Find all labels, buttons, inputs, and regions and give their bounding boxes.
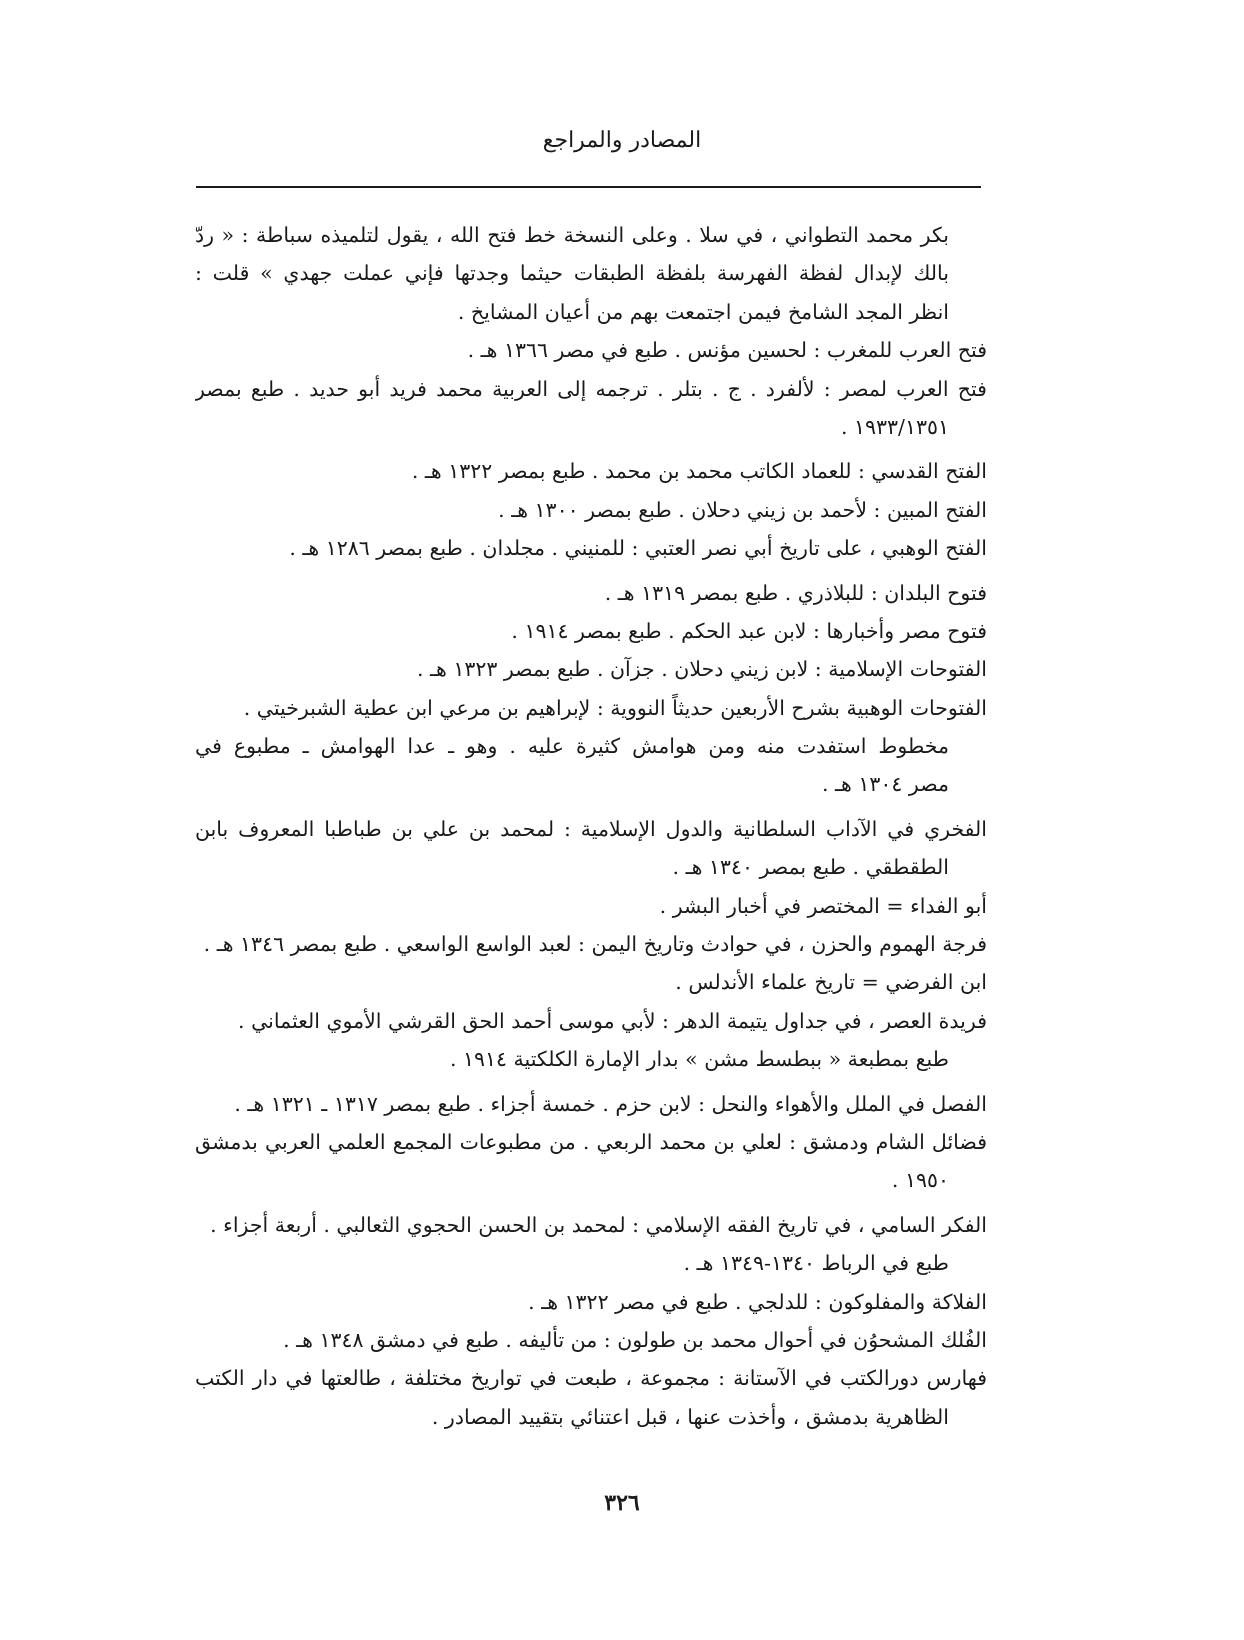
bibliography-line: الظاهرية بدمشق ، وأخذت عنها ، قبل اعتنائي بتقييد المصادر . — [431, 1404, 949, 1429]
bibliography-line: فتح العرب لمصر : لألفرد . ج . بتلر . ترجمه إلى العربية محمد فريد أبو حديد . طبع بمصر — [195, 376, 987, 401]
bibliography-line: الفتوحات الوهبية بشرح الأربعين حديثاً النووية : لإبراهيم بن مرعي ابن عطية الشبرخيتي . — [243, 695, 987, 720]
bibliography-line: مصر ١٣٠٤ هـ . — [821, 772, 949, 797]
bibliography-line: الفكر السامي ، في تاريخ الفقه الإسلامي : لمحمد بن الحسن الحجوي الثعالبي . أربعة أجزاء . — [210, 1212, 987, 1237]
bibliography-line: ١٩٥٠ . — [891, 1168, 949, 1193]
bibliography-line: فضائل الشام ودمشق : لعلي بن محمد الربعي . من مطبوعات المجمع العلمي العربي بدمشق — [195, 1129, 987, 1154]
bibliography-line: فهارس دورالكتب في الآستانة : مجموعة ، طبعت في تواريخ مختلفة ، طالعتها في دار الكتب — [195, 1366, 987, 1391]
bibliography-line: بكر محمد التطواني ، في سلا . وعلى النسخة خط فتح الله ، يقول لتلميذه سباطة : « ردّ — [195, 223, 949, 247]
header-rule — [196, 186, 981, 188]
bibliography-line: الفتوحات الإسلامية : لابن زيني دحلان . جزآن . طبع بمصر ١٣٢٣ هـ . — [416, 657, 987, 682]
running-title: المصادر والمراجع — [542, 128, 702, 153]
bibliography-line: انظر المجد الشامخ فيمن اجتمعت بهم من أعيان المشايخ . — [457, 299, 949, 324]
bibliography-line: فرجة الهموم والحزن ، في حوادث وتاريخ اليمن : لعبد الواسع الواسعي . طبع بمصر ١٣٤٦ هـ . — [203, 932, 987, 957]
bibliography-line: الفتح القدسي : للعماد الكاتب محمد بن محمد . طبع بمصر ١٣٢٢ هـ . — [411, 459, 987, 484]
bibliography-body — [195, 216, 987, 1436]
bibliography-line: الفخري في الآداب السلطانية والدول الإسلامية : لمحمد بن علي بن طباطبا المعروف بابن — [195, 816, 987, 841]
page-number: ٣٢٦ — [604, 1490, 640, 1516]
bibliography-line: فتح العرب للمغرب : لحسين مؤنس . طبع في مصر ١٣٦٦ هـ . — [467, 338, 987, 363]
bibliography-line: الفتح الوهبي ، على تاريخ أبي نصر العتبي : للمنيني . مجلدان . طبع بمصر ١٢٨٦ هـ . — [289, 536, 987, 561]
bibliography-line: الفلاكة والمفلوكون : للدلجي . طبع في مصر ١٣٢٢ هـ . — [528, 1289, 987, 1314]
bibliography-line: أبو الفداء = المختصر في أخبار البشر . — [659, 893, 987, 918]
bibliography-line: مخطوط استفدت منه ومن هوامش كثيرة عليه . وهو ـ عدا الهوامش ـ مطبوع في — [195, 734, 949, 759]
bibliography-line: الطقطقي . طبع بمصر ١٣٤٠ هـ . — [672, 855, 949, 880]
bibliography-line: الفتح المبين : لأحمد بن زيني دحلان . طبع بمصر ١٣٠٠ هـ . — [498, 497, 987, 522]
bibliography-line: طبع في الرباط ١٣٤٠-١٣٤٩ هـ . — [683, 1251, 949, 1276]
bibliography-line: فتوح مصر وأخبارها : لابن عبد الحكم . طبع بمصر ١٩١٤ . — [511, 618, 987, 643]
bibliography-line: الفصل في الملل والأهواء والنحل : لابن حزم . خمسة أجزاء . طبع بمصر ١٣١٧ ـ ١٣٢١ هـ . — [234, 1091, 987, 1116]
bibliography-line: ابن الفرضي = تاريخ علماء الأندلس . — [675, 970, 987, 995]
bibliography-line: فتوح البلدان : للبلاذري . طبع بمصر ١٣١٩ هـ . — [604, 580, 987, 605]
bibliography-line: طبع بمطبعة « ببطسط مشن » بدار الإمارة الكلكتية ١٩١٤ . — [449, 1047, 949, 1072]
bibliography-line: الفُلك المشحوُن في أحوال محمد بن طولون : من تأليفه . طبع في دمشق ١٣٤٨ هـ . — [283, 1327, 987, 1352]
bibliography-line: فريدة العصر ، في جداول يتيمة الدهر : لأبي موسى أحمد الحق القرشي الأموي العثماني . — [238, 1008, 987, 1033]
bibliography-line: ١٩٣٣/١٣٥١ . — [840, 414, 949, 439]
bibliography-line: بالك لإبدال لفظة الفهرسة بلفظة الطبقات حيثما وجدتها فإني عملت جهدي » قلت : — [195, 261, 949, 286]
